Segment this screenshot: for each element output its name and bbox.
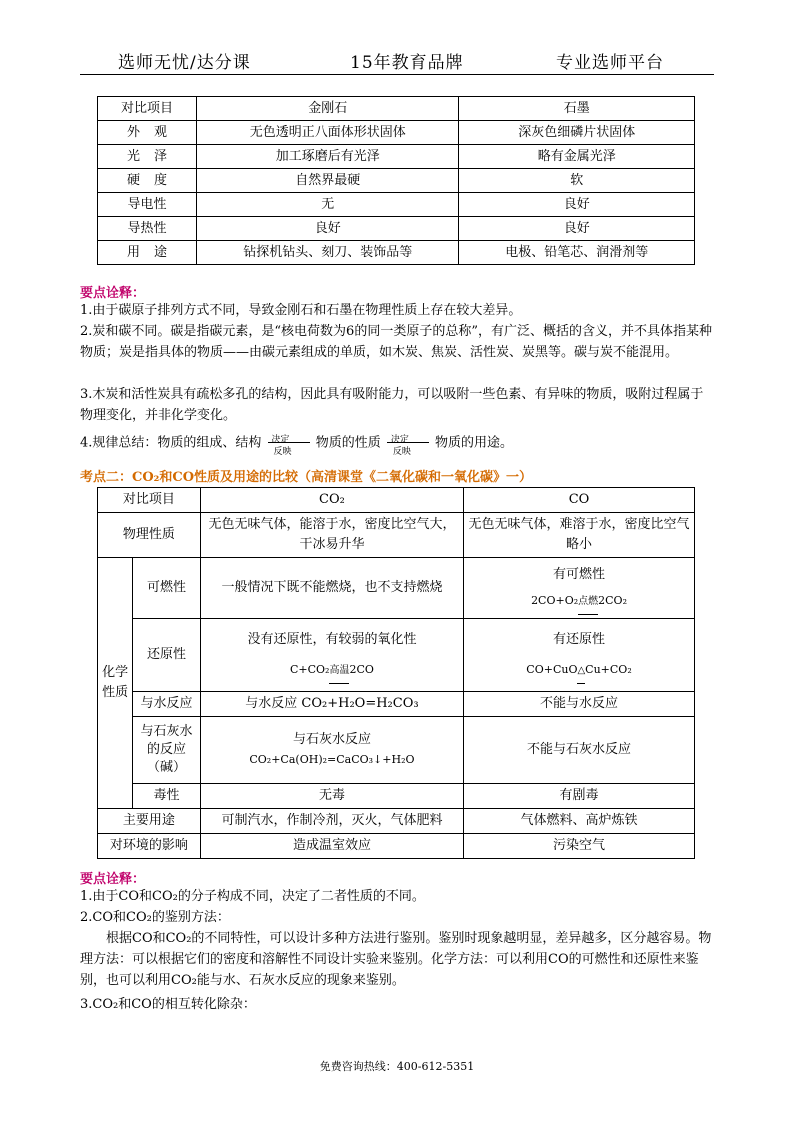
table-row [98, 169, 695, 193]
table-cell: 软 [459, 169, 695, 193]
table-cell: 良好 [459, 193, 695, 217]
table-cell: 略有金属光泽 [459, 145, 695, 169]
row-label: 导电性 [98, 193, 197, 217]
table-row [98, 692, 695, 717]
table-cell: 无色无味气体，难溶于水，密度比空气略小 [464, 513, 695, 558]
row-label: 还原性 [133, 619, 201, 692]
notes-heading: 要点诠释： [80, 872, 146, 887]
table-cell: 污染空气 [464, 834, 695, 859]
rule-text: 物质的用途。 [434, 435, 513, 451]
equation [468, 591, 690, 612]
row-group-label: 化学性质 [98, 558, 133, 809]
page-header [80, 48, 714, 75]
table-row [98, 619, 695, 692]
equation-left: 2CO+O₂ [531, 593, 579, 607]
rule-text: 4.规律总结：物质的组成、结构 [80, 435, 262, 451]
rule-text: 物质的性质 [315, 435, 381, 451]
row-label: 用途 [98, 241, 197, 265]
table-cell: 气体燃料、高炉炼铁 [464, 809, 695, 834]
table-cell: 无色无味气体，能溶于水，密度比空气大，干冰易升华 [200, 513, 463, 558]
table-row [98, 784, 695, 809]
table-row [98, 717, 695, 784]
diamond-graphite-table [97, 96, 695, 265]
double-arrow-icon [266, 432, 312, 457]
cell-text: 没有还原性，有较弱的氧化性 [247, 631, 417, 647]
table-cell: 加工琢磨后有光泽 [196, 145, 459, 169]
cell-text: 有可燃性 [553, 566, 606, 582]
note-paragraph: 2.CO和CO₂的鉴别方法： [80, 910, 230, 925]
table-row [98, 513, 695, 558]
row-label: 对环境的影响 [98, 834, 201, 859]
equation-right: 2CO₂ [598, 593, 627, 607]
table-header-cell: 对比项目 [98, 97, 197, 121]
table-cell: 不能与水反应 [464, 692, 695, 717]
equation [468, 660, 690, 681]
table-row [98, 121, 695, 145]
equation-left: C+CO₂ [289, 662, 330, 676]
table-cell: 有剧毒 [464, 784, 695, 809]
table-cell [200, 619, 463, 692]
table-row [98, 145, 695, 169]
double-arrow-icon [385, 432, 431, 457]
arrow-top-label: 决定 [390, 435, 409, 445]
table-header-cell: 金刚石 [196, 97, 459, 121]
header-brand: 选师无忧/达分课 [118, 53, 251, 73]
row-label: 与石灰水的反应（碱） [133, 717, 201, 784]
table-cell: 深灰色细磷片状固体 [459, 121, 695, 145]
table-row [98, 193, 695, 217]
table-cell: 电极、铅笔芯、润滑剂等 [459, 241, 695, 265]
co2-co-table [97, 487, 695, 859]
equation-condition: 点燃 [578, 592, 598, 612]
table-row [98, 217, 695, 241]
table-header-row [98, 97, 695, 121]
table-cell: 无毒 [200, 784, 463, 809]
row-label: 光泽 [98, 145, 197, 169]
note-paragraph: 1.由于碳原子排列方式不同，导致金刚石和石墨在物理性质上存在较大差异。 [80, 303, 522, 318]
cell-text: 有还原性 [553, 631, 606, 647]
table-header-cell: CO₂ [200, 488, 463, 513]
row-label: 与水反应 [133, 692, 201, 717]
notes-heading: 要点诠释： [80, 286, 146, 301]
table-row [98, 809, 695, 834]
header-platform: 专业选师平台 [556, 53, 664, 73]
equation: CO₂+Ca(OH)₂=CaCO₃↓+H₂O [249, 753, 415, 766]
table-cell: 无 [196, 193, 459, 217]
row-label: 主要用途 [98, 809, 201, 834]
row-label: 外观 [98, 121, 197, 145]
rule-summary [80, 432, 714, 457]
table-cell: 自然界最硬 [196, 169, 459, 193]
table-cell: 不能与石灰水反应 [464, 717, 695, 784]
table-cell [464, 558, 695, 619]
arrow-top-label: 决定 [271, 435, 290, 445]
equation-right: 2CO [349, 662, 374, 676]
page-footer: 免费咨询热线：400-612-5351 [319, 1060, 475, 1073]
note-paragraph: 3.木炭和活性炭具有疏松多孔的结构，因此具有吸附能力，可以吸附一些色素、有异味的物质，吸附过程属于物理变化，并非化学变化。 [80, 387, 704, 423]
table-row [98, 241, 695, 265]
arrow-bottom-label: 反映 [273, 447, 292, 457]
equation-right: Cu+CO₂ [585, 662, 632, 676]
row-label: 导热性 [98, 217, 197, 241]
table-header-cell: CO [464, 488, 695, 513]
header-slogan: 15年教育品牌 [350, 53, 464, 73]
table-cell: 良好 [459, 217, 695, 241]
equation-condition: 高温 [329, 661, 349, 681]
row-label: 硬度 [98, 169, 197, 193]
table-cell: 一般情况下既不能燃烧，也不支持燃烧 [200, 558, 463, 619]
table-cell [200, 717, 463, 784]
table-row [98, 558, 695, 619]
table-cell: 良好 [196, 217, 459, 241]
table-cell [464, 619, 695, 692]
table-cell: 钻探机钻头、刻刀、装饰品等 [196, 241, 459, 265]
table-cell: 与水反应 CO₂+H₂O=H₂CO₃ [200, 692, 463, 717]
note-paragraph: 2.炭和碳不同。碳是指碳元素，是“核电荷数为6的同一类原子的总称”，有广泛、概括的含义，并不具体指某种物质；炭是指具体的物质——由碳元素组成的单质，如木炭、焦炭、活性炭、炭黑等。碳与炭不能混用。 [80, 324, 712, 360]
equation-condition: △ [577, 661, 585, 681]
note-paragraph: 1.由于CO和CO₂的分子构成不同，决定了二者性质的不同。 [80, 889, 425, 904]
equation-left: CO+CuO [526, 662, 578, 676]
table-header-cell: 石墨 [459, 97, 695, 121]
row-label: 可燃性 [133, 558, 201, 619]
table-cell: 可制汽水，作制冷剂，灭火，气体肥料 [200, 809, 463, 834]
equation [205, 660, 459, 681]
row-label: 物理性质 [98, 513, 201, 558]
table-row [98, 834, 695, 859]
cell-text: 与石灰水反应 [292, 732, 371, 747]
table-header-row [98, 488, 695, 513]
note-paragraph: 根据CO和CO₂的不同特性，可以设计多种方法进行鉴别。鉴别时现象越明显，差异越多，区分越容易。物理方法：可以根据它们的密度和溶解性不同设计实验来鉴别。化学方法：可以利用CO的可燃性和还原性来鉴别，也可以利用CO₂能与水、石灰水反应的现象来鉴别。 [80, 931, 712, 988]
row-label: 毒性 [133, 784, 201, 809]
section-heading: 考点二：CO₂和CO性质及用途的比较（高清课堂《二氧化碳和一氧化碳》一） [80, 470, 533, 485]
table-cell: 造成温室效应 [200, 834, 463, 859]
note-paragraph: 3.CO₂和CO的相互转化除杂： [80, 997, 256, 1012]
table-header-cell: 对比项目 [98, 488, 201, 513]
arrow-bottom-label: 反映 [392, 447, 411, 457]
table-cell: 无色透明正八面体形状固体 [196, 121, 459, 145]
